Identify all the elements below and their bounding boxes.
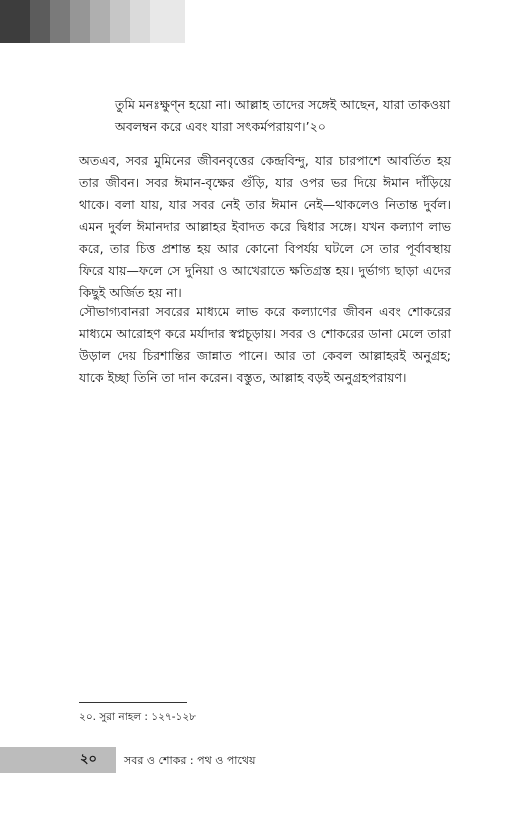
running-title: সবর ও শোকর : পথ ও পাথেয় bbox=[124, 754, 256, 767]
body-paragraph-2: সৌভাগ্যবানরা সবরের মাধ্যমে লাভ করে কল্যাণের জীবন এবং শোকরের মাধ্যমে আরোহণ করে মর্যাদার স্বপ্নচূড়ায়। সবর ও শোকরের ডানা মেলে তারা উড়াল দেয় চিরশান্তির জান্নাত পানে। আর তা কেবল আল্লাহরই অনুগ্রহ; যাকে ইচ্ছা তিনি তা দান করেন। বস্তুত, আল্লাহ বড়ই অনুগ্রহপরায়ণ। bbox=[79, 304, 451, 385]
footer-bar bbox=[0, 747, 116, 773]
gradient-stripe bbox=[30, 0, 50, 43]
gradient-stripe bbox=[110, 0, 130, 43]
footnote-divider bbox=[79, 702, 187, 703]
gradient-stripe bbox=[90, 0, 110, 43]
gradient-stripe bbox=[150, 0, 185, 43]
page-number: ২০ bbox=[80, 752, 97, 767]
gradient-stripe bbox=[50, 0, 70, 43]
gradient-stripe bbox=[130, 0, 150, 43]
footnote: ২০. সুরা নাহল : ১২৭-১২৮ bbox=[79, 711, 196, 723]
gradient-stripe bbox=[0, 0, 30, 43]
quranic-quote: তুমি মনঃক্ষুণ্ন হয়ো না। আল্লাহ তাদের সঙ্গেই আছেন, যারা তাকওয়া অবলম্বন করে এবং যারা সৎকর্মপরায়ণ।’২০ bbox=[115, 97, 451, 134]
body-paragraph-1: অতএব, সবর মুমিনের জীবনবৃত্তের কেন্দ্রবিন্দু, যার চারপাশে আবর্তিত হয় তার জীবন। সবর ঈমান-বৃক্ষের গুঁড়ি, যার ওপর ভর দিয়ে ঈমান দাঁড়িয়ে থাকে। বলা যায়, যার সবর নেই তার ঈমান নেই—থাকলেও নিতান্ত দুর্বল। এমন দুর্বল ঈমানদার আল্লাহর ইবাদত করে দ্বিধার সঙ্গে। যখন কল্যাণ লাভ করে, তার চিত্ত প্রশান্ত হয় আর কোনো বিপর্যয় ঘটলে সে তার পূর্বাবস্থায় ফিরে যায়—ফলে সে দুনিয়া ও আখেরাতে ক্ষতিগ্রস্ত হয়। দুর্ভাগ্য ছাড়া এদের কিছুই অর্জিত হয় না। bbox=[79, 153, 451, 300]
gradient-stripe bbox=[70, 0, 90, 43]
header-gradient-bar bbox=[0, 0, 185, 43]
